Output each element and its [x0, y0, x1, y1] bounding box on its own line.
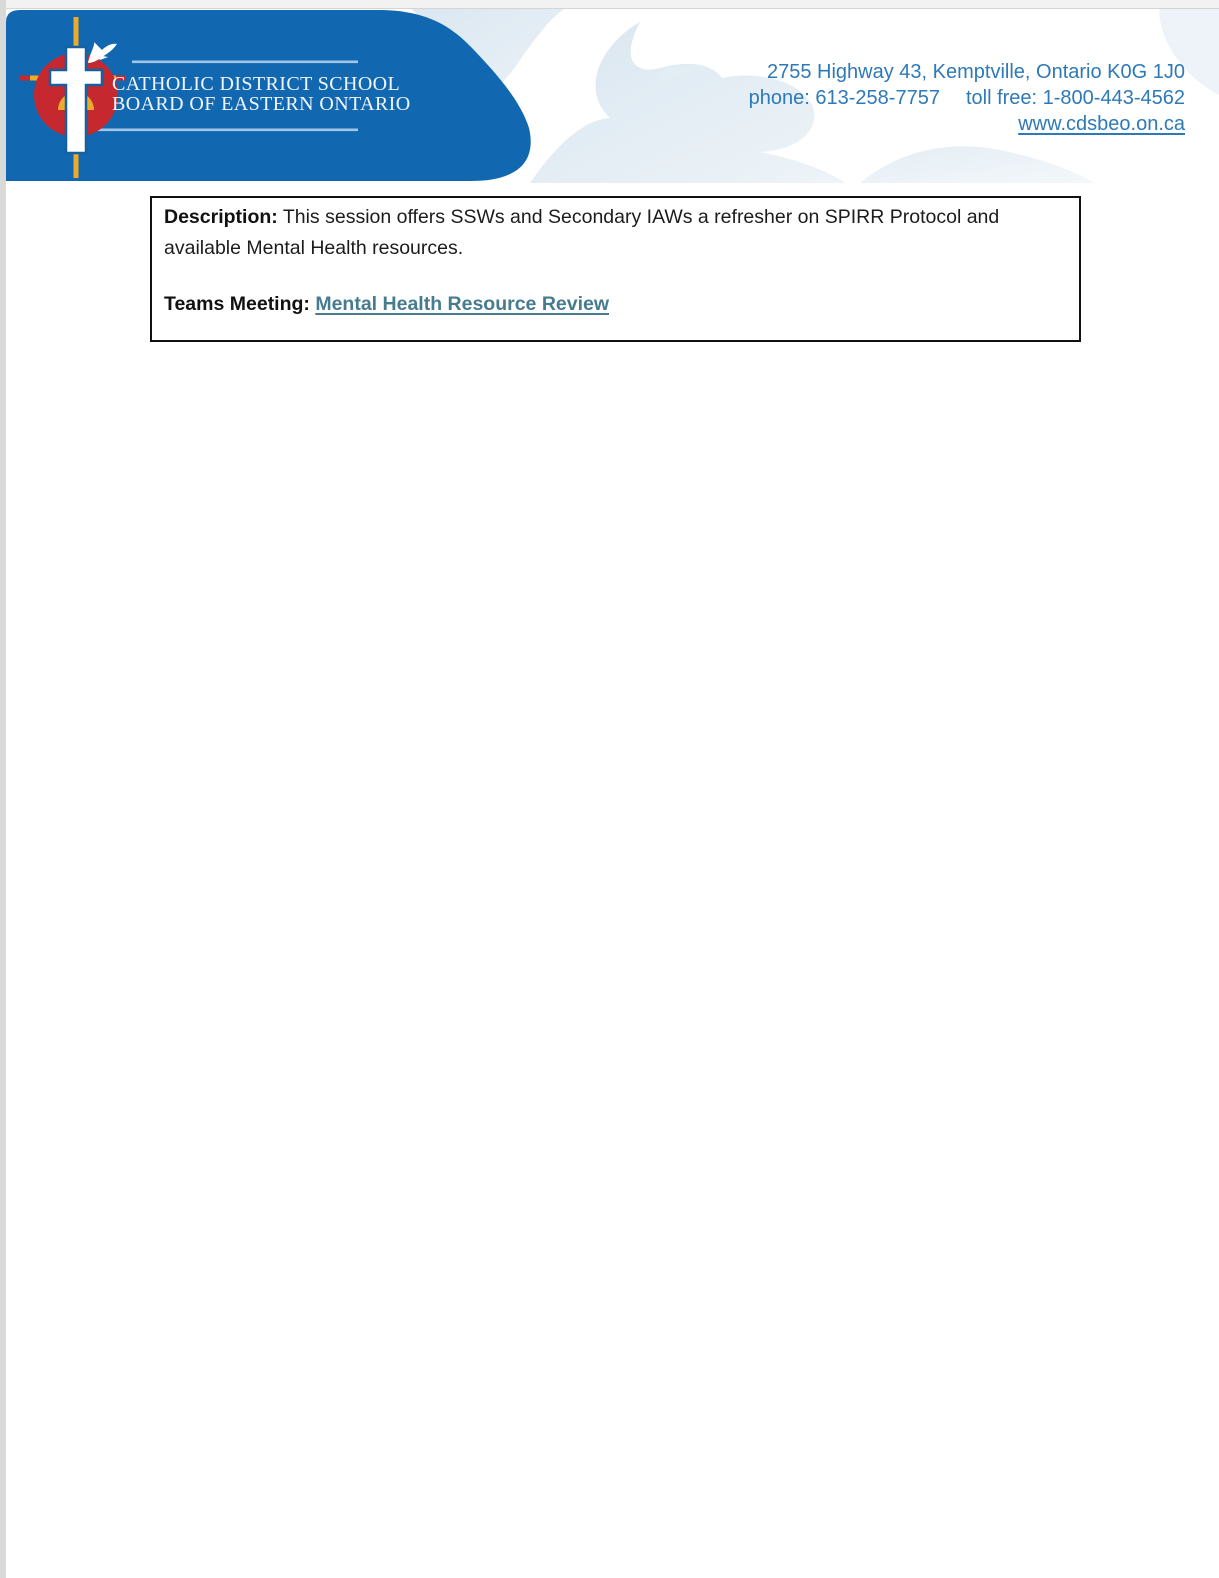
- description-paragraph: [164, 202, 1067, 263]
- page-top-edge: [0, 0, 1219, 9]
- page-left-edge: [0, 0, 6, 1578]
- teams-meeting-label: Teams Meeting:: [164, 293, 310, 315]
- toll-free-number: toll free: 1-800-443-4562: [965, 87, 1185, 109]
- org-name-line1: CATHOLIC DISTRICT SCHOOL: [112, 73, 401, 95]
- address-line: 2755 Highway 43, Kemptville, Ontario K0G 1J0: [767, 61, 1185, 83]
- teams-meeting-row: [164, 289, 1067, 320]
- description-text: This session offers SSWs and Secondary IAWs a refresher on SPIRR Protocol and available Mental Health resources.: [164, 206, 1000, 259]
- letterhead: [0, 0, 1219, 183]
- org-name-line2: BOARD OF EASTERN ONTARIO: [112, 92, 411, 115]
- org-name: [112, 75, 411, 114]
- session-description-box: [150, 196, 1081, 342]
- teams-meeting-link[interactable]: Mental Health Resource Review: [315, 293, 610, 315]
- phone-number: phone: 613-258-7757: [748, 87, 940, 109]
- rule-bottom: [85, 129, 358, 132]
- contact-block: [749, 59, 1185, 137]
- website-link[interactable]: www.cdsbeo.on.ca: [1018, 113, 1185, 135]
- rule-top: [132, 61, 358, 64]
- website-line: [749, 111, 1185, 137]
- description-label: Description:: [164, 206, 278, 228]
- phone-line: [749, 85, 1185, 111]
